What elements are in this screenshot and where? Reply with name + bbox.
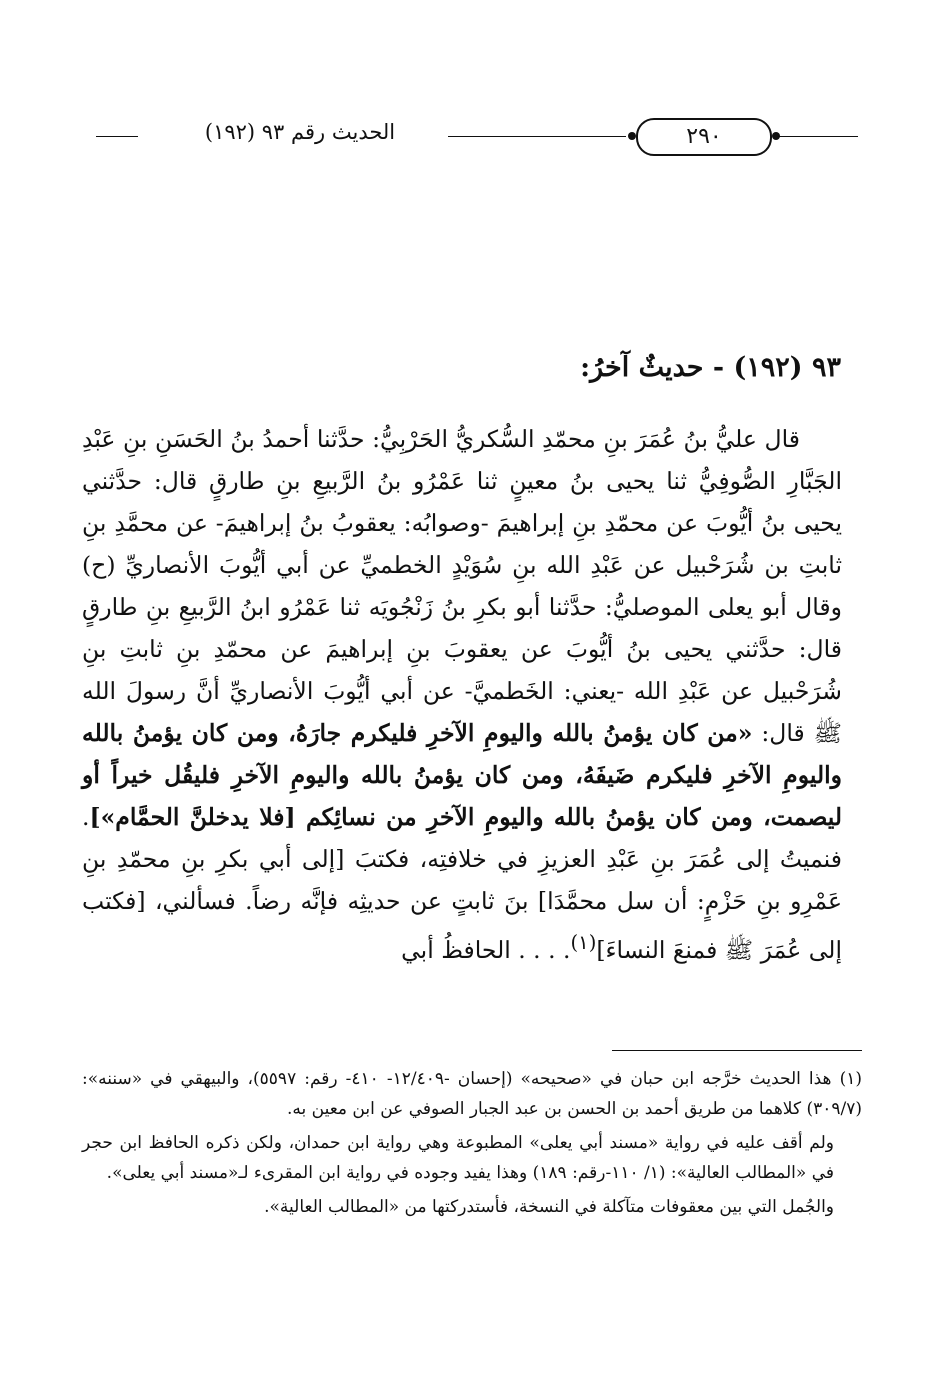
continuation-text: . فنميتُ إلى عُمَرَ بنِ عَبْدِ العزيزِ في خلافتِه، فكتبَ [إلى أبي بكرِ بنِ محمّدِ بنِ عَمْرِو بنِ حَزْمٍ: أن سل محمَّدَا] بنَ ثابتٍ عن حديثِه فإنَّه رضاً. فسألني، [فكتب إلى عُمَرَ ﷺ فمنعَ النساءَ] (82, 803, 842, 964)
page-header (88, 112, 858, 162)
body-text (82, 418, 842, 971)
footnote-2: ولم أقف عليه في رواية «مسند أبي يعلى» المطبوعة وهي رواية ابن حمدان، ولكن ذكره الحافظ ابن حجر في «المطالب العالية»: (١/ ١١٠-رقم: ١٨٩) وهذا يفيد وجوده في رواية ابن المقرىء لـ«مسند أبي يعلى». (82, 1133, 834, 1183)
footnote-number: (١) (839, 1069, 862, 1089)
running-title: الحديث رقم ٩٣ (١٩٢) (204, 120, 396, 144)
isnad-text: قال عليُّ بنُ عُمَرَ بنِ محمّدِ السُّكريُّ الحَرْبِيُّ: حدَّثنا أحمدُ بنُ الحَسَنِ بنِ عَبْدِ الجَبَّارِ الصُّوفِيُّ ثنا يحيى بنُ معينٍ ثنا عَمْرُو بنُ الرَّبيعِ بنِ طارقٍ قال: حدَّثني يحيى بنُ أيُّوبَ عن محمّدِ بنِ إبراهيمَ -وصوابُه: يعقوبُ بنُ إبراهيمَ- عن محمَّدِ بنِ ثابتِ بن شُرَحْبيل عن عَبْدِ الله بنِ سُوَيْدٍ الخطميِّ عن أبي أيُّوبَ الأنصاريِّ (ح) وقال أبو يعلى الموصليُّ: حدَّثنا أبو بكرِ بنُ زَنْجُويَه ثنا عَمْرُو ابنُ الرَّبيعِ بنِ طارقٍ قال: حدَّثني يحيى بنُ أيُّوبَ عن يعقوبَ بنِ إبراهيمَ عن محمّدِ بنِ ثابتِ بنِ شُرَحْبيل عن عَبْدِ الله -يعني: الخَطميَّ- عن أبي أيُّوبَ الأنصاريِّ أنَّ رسولَ الله ﷺ قال: (82, 425, 842, 747)
page-number: ٢٩٠ (636, 118, 772, 156)
footnote-1 (82, 1064, 862, 1124)
header-rule-left (96, 136, 138, 137)
footnote-1-text: هذا الحديث خرَّجه ابن حبان في «صحيحه» (إحسان -١٢/٤٠٩- ٤١٠- رقم: ٥٥٩٧)، والبيهقي في «سننه»: (٣٠٩/٧) كلاهما من طريق أحمد بن الحسن بن عبد الجبار الصوفي عن ابن معين به. (82, 1069, 862, 1119)
footnote-3: والجُمل التي بين معقوفات متآكلة في النسخة، فأستدركتها من «المطالب العالية». (264, 1197, 834, 1217)
ending-text: . . . . الحافظُ أبي (401, 935, 571, 964)
body-paragraph (82, 418, 842, 971)
header-rule-right (778, 136, 858, 137)
footnote-ref: (١) (570, 931, 597, 954)
footnotes (82, 1064, 862, 1226)
header-rule-middle (448, 136, 626, 137)
hadith-text: «من كان يؤمنُ بالله واليومِ الآخرِ فليكرم جارَهُ، ومن كان يؤمنُ بالله واليومِ الآخرِ فليكرم ضَيفَهُ، ومن كان يؤمنُ بالله واليومِ الآخرِ فليقُل خيراً أو ليصمت، ومن كان يؤمنُ بالله واليومِ الآخرِ من نسائِكم [فلا يدخلنَّ الحمَّام»] (82, 719, 842, 831)
hadith-heading: ٩٣ (١٩٢) - حديثٌ آخرُ: (580, 352, 841, 383)
footnote-separator (612, 1050, 862, 1051)
header-dot-left (628, 132, 636, 140)
